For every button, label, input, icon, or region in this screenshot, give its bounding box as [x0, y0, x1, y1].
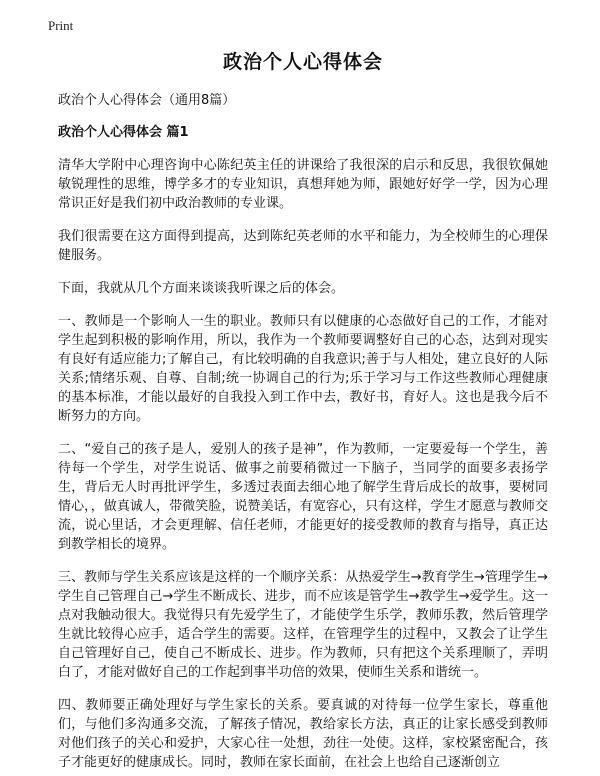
- paragraph-intro: 清华大学附中心理咨询中心陈纪英主任的讲课给了我很深的启示和反思，我很钦佩她敏锐理性的思维，博学多才的专业知识，真想拜她为师，跟她好好学一学，因为心理常识正好是我们初中政治教师的专业课。: [58, 158, 548, 211]
- paragraph-goal: 我们很需要在这方面得到提高，达到陈纪英老师的水平和能力，为全校师生的心理保健服务。: [58, 229, 548, 263]
- print-link[interactable]: Print: [48, 18, 74, 33]
- document-body: [58, 48, 548, 772]
- section-heading: 政治个人心得体会 篇1: [58, 125, 189, 140]
- paragraph-transition: 下面，我就从几个方面来谈谈我听课之后的体会。: [58, 281, 345, 296]
- paragraph-point-1: 一、教师是一个影响人一生的职业。教师只有以健康的心态做好自己的工作，才能对学生起到积极的影响作用，所以，我作为一个教师要调整好自己的心态，达到对现实有良好有适应能力;了解自己，有比较明确的自我意识;善于与人相处，建立良好的人际关系;情绪乐观、自尊、自制;统一协调自己的行为;乐于学习与工作这些教师心理健康的基本标准，才能以最好的自我投入到工作中去，教好书，育好人。这也是我今后不断努力的方向。: [58, 314, 548, 424]
- page-title: 政治个人心得体会: [222, 51, 383, 73]
- document-subtitle: 政治个人心得体会（通用8篇）: [58, 93, 236, 108]
- paragraph-point-3: 三、教师与学生关系应该是这样的一个顺序关系：从热爱学生→教育学生→管理学生→学生自己管理自己→学生不断成长、进步，而不应该是管学生→教学生→爱学生。这一点对我触动很大。我觉得只有先爱学生了，才能使学生乐学，教师乐教，然后管理学生就比较得心应手，适合学生的需要。这样，在管理学生的过程中，又教会了让学生自己管理好自己，使自己不断成长、进步。作为教师，只有把这个关系理顺了，弄明白了，才能对做好自己的工作起到事半功倍的效果，使师生关系和谐统一。: [58, 570, 548, 680]
- paragraph-point-4: 四、教师要正确处理好与学生家长的关系。要真诚的对待每一位学生家长，尊重他们，与他们多沟通多交流，了解孩子情况，教给家长方法，真正的让家长感受到教师对他们孩子的关心和爱护，大家心往一处想，劲往一处使。这样，家校紧密配合，孩子才能更好的健康成长。同时，教师在家长面前，在社会上也给自己逐渐创立: [58, 698, 548, 770]
- paragraph-point-2: 二、“爱自己的孩子是人，爱别人的孩子是神”，作为教师，一定要爱每一个学生，善待每一个学生，对学生说话、做事之前要稍微过一下脑子，当同学的面要多表扬学生，背后无人时再批评学生，多透过表面去细心地了解学生背后成长的故事，要树同情心，，做真诚人，带微笑脸，说赞美话，有宽容心，只有这样，学生才愿意与教师交流，说心里话，才会更理解、信任老师，才能更好的接受教师的教育与指导，真正达到教学相长的境界。: [58, 442, 548, 552]
